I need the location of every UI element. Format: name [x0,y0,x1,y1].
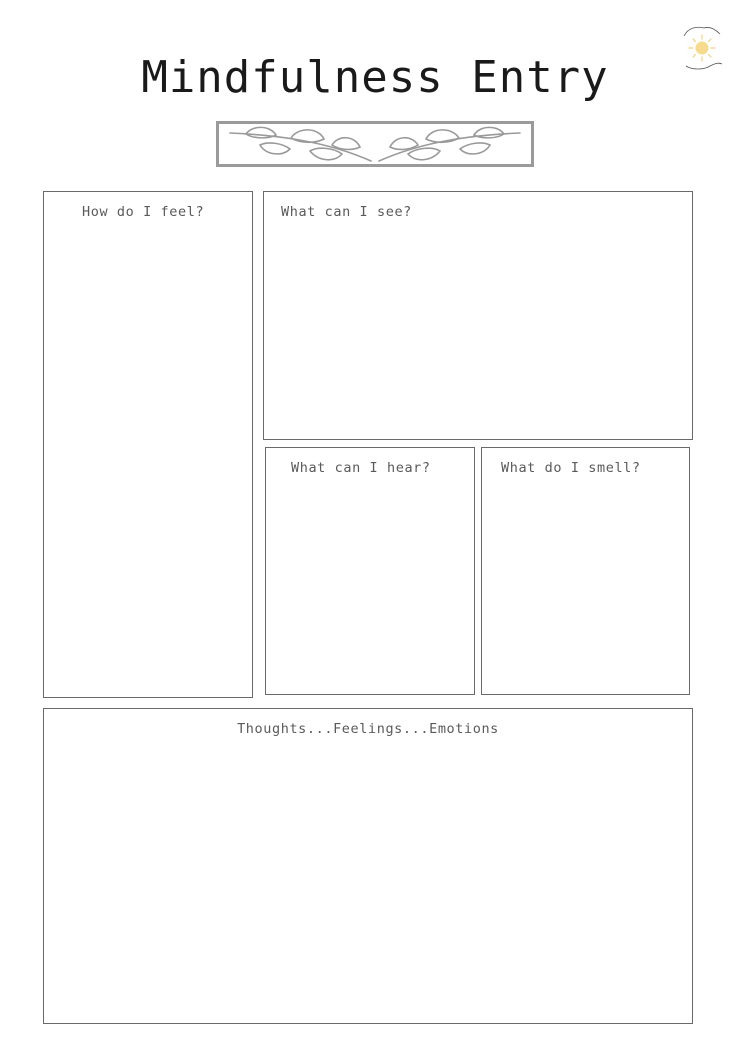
see-prompt-label: What can I see? [281,204,412,220]
thoughts-prompt-label: Thoughts...Feelings...Emotions [237,721,499,737]
see-writing-area[interactable] [263,191,693,440]
smell-prompt-label: What do I smell? [501,460,641,476]
page-title: Mindfulness Entry [141,52,609,103]
hear-prompt-label: What can I hear? [291,460,431,476]
leaf-branch-icon [216,121,534,167]
feel-prompt-label: How do I feel? [82,204,205,220]
thoughts-writing-area[interactable] [43,708,693,1024]
hear-writing-area[interactable] [265,447,475,695]
feel-writing-area[interactable] [43,191,253,698]
smell-writing-area[interactable] [481,447,690,695]
